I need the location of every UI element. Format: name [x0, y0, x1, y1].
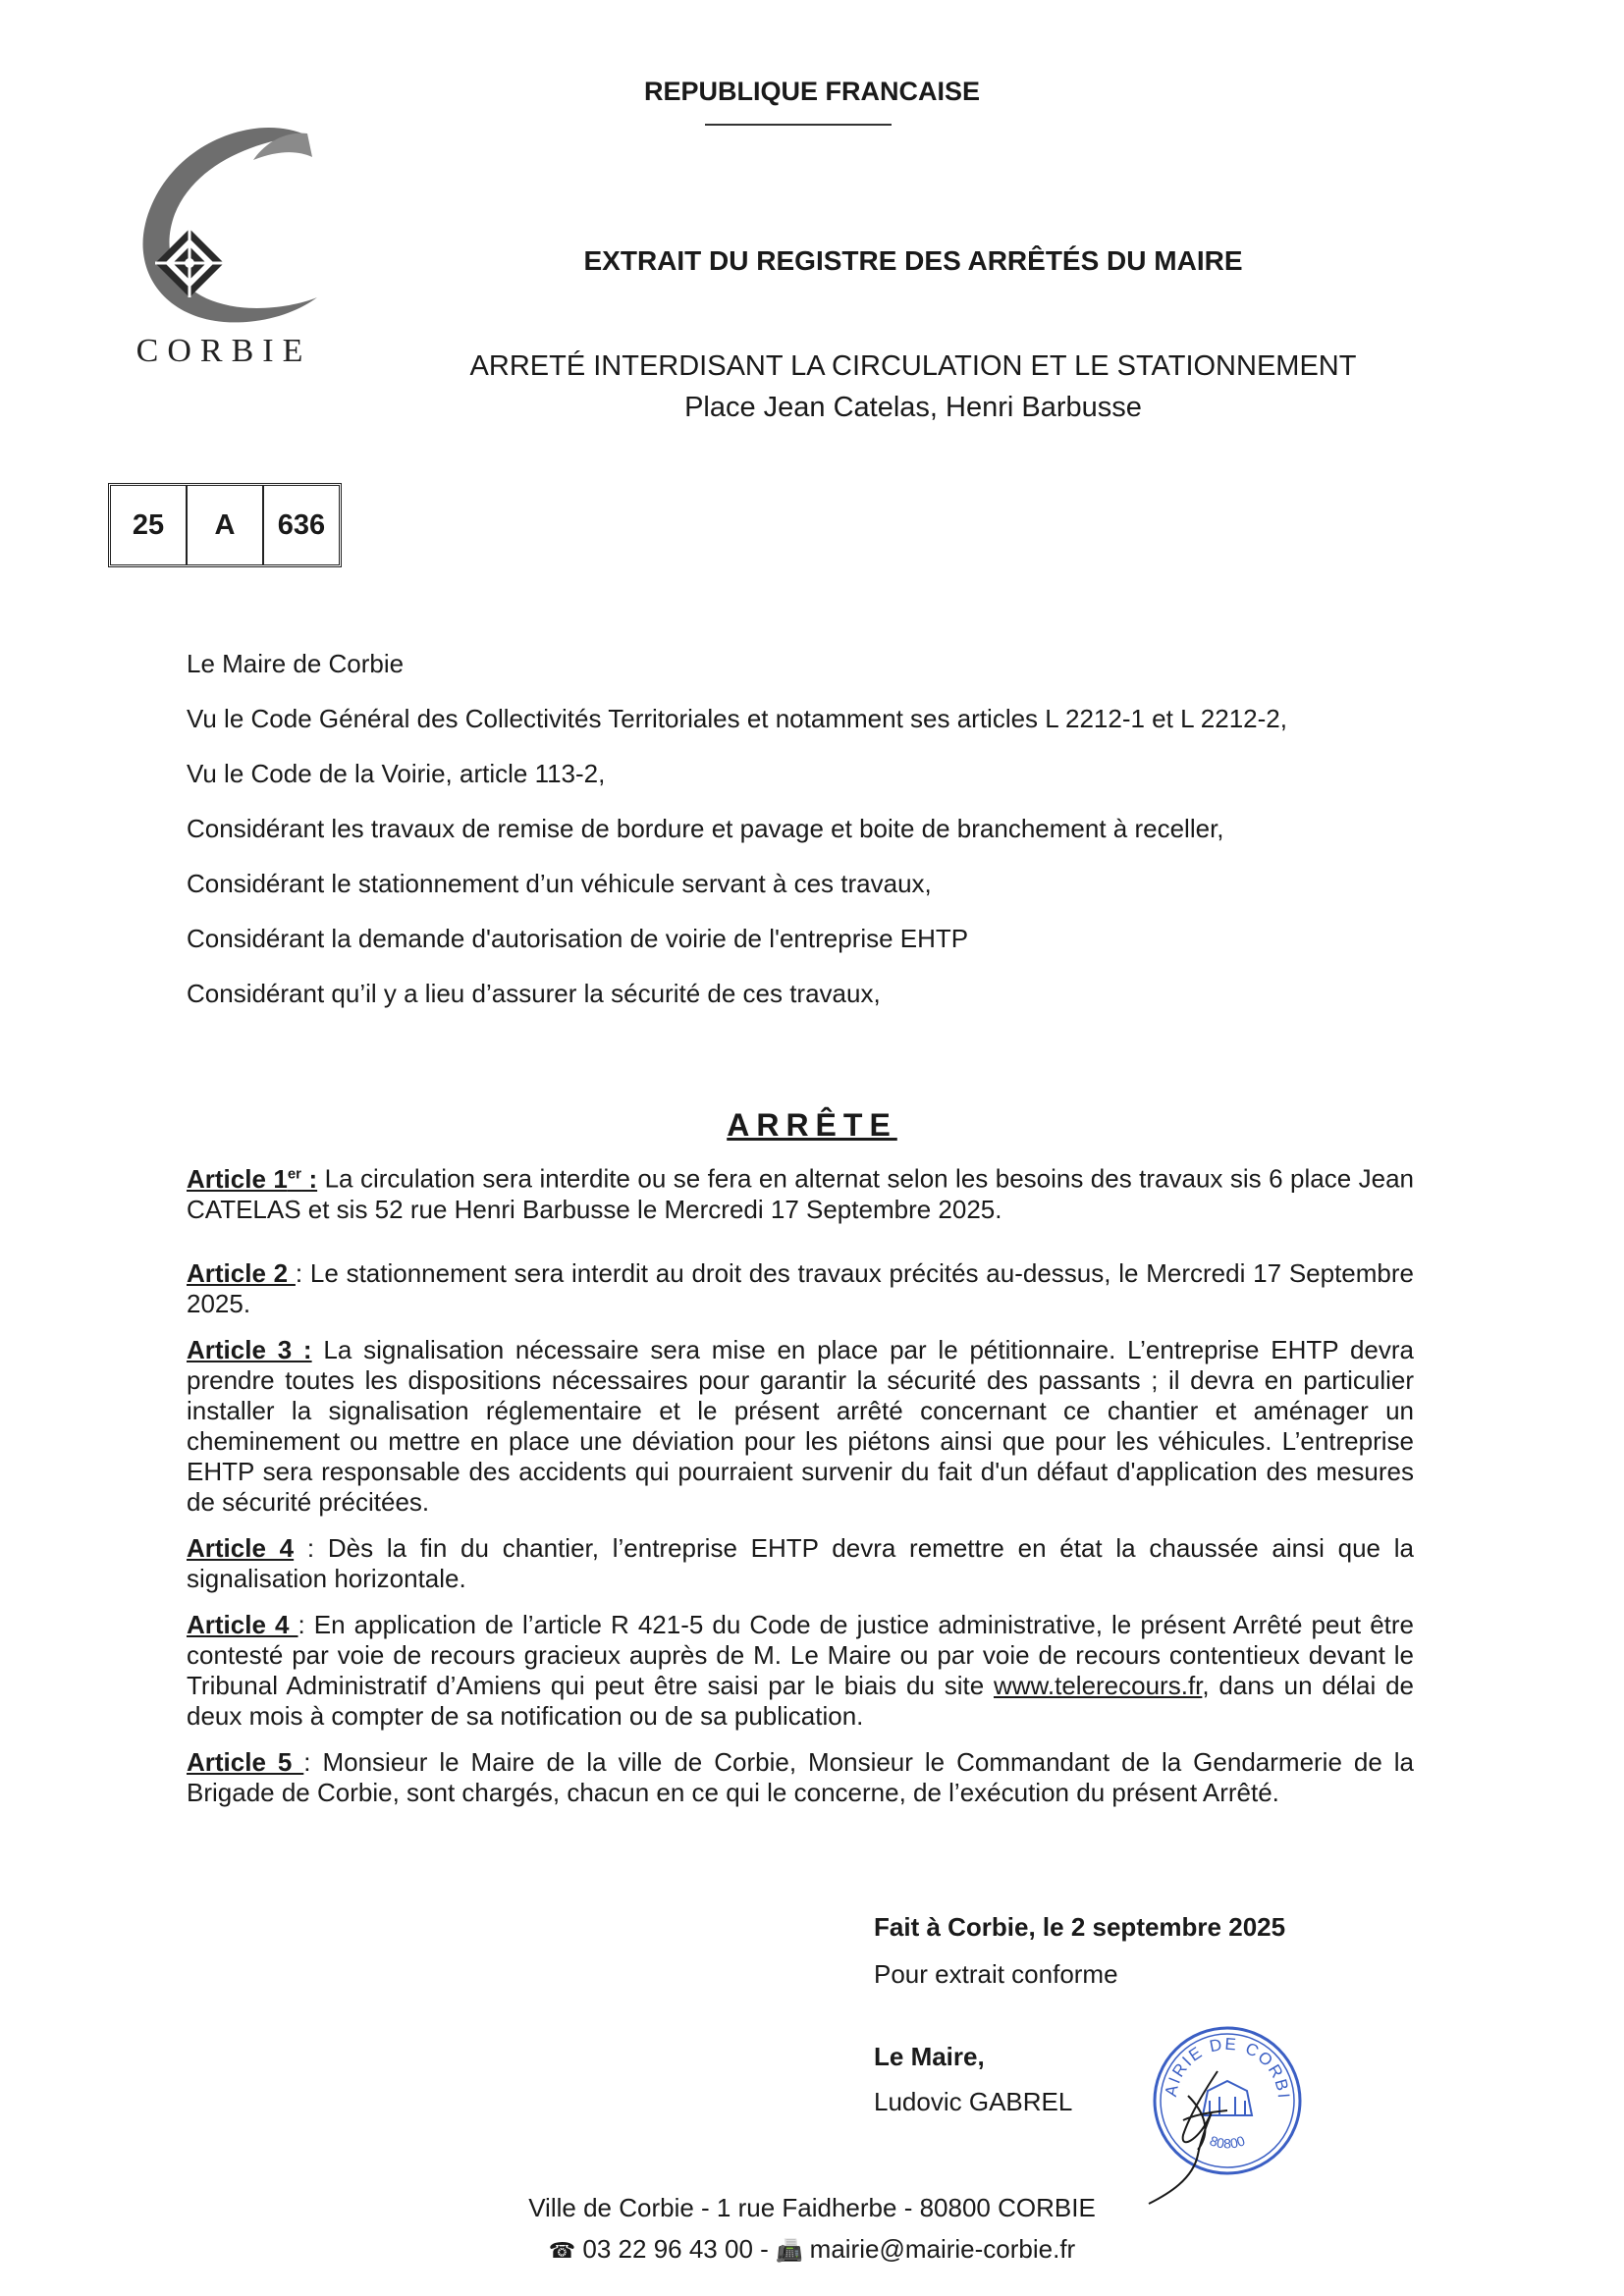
signature-title: Le Maire, — [874, 2042, 985, 2071]
reference-type: A — [186, 486, 262, 564]
preamble-line: Vu le Code Général des Collectivités Territoriales et notamment ses articles L 2212-1 et L 2212-2, — [187, 704, 1287, 733]
article-1-label: Article 1er : — [187, 1163, 318, 1194]
arrete-title-line-1: ARRETÉ INTERDISANT LA CIRCULATION ET LE STATIONNEMENT — [469, 350, 1357, 382]
reference-number: 636 — [262, 486, 339, 564]
telephone-icon: ☎ — [548, 2238, 576, 2263]
preamble-line: Vu le Code de la Voirie, article 113-2, — [187, 759, 606, 788]
corbie-logo-icon — [106, 116, 342, 371]
article-5-label: Article 5 — [187, 1746, 304, 1777]
article-5-text: : Monsieur le Maire de la ville de Corbie, Monsieur le Commandant de la Gendarmerie de la Brigade de Corbie, sont chargés, chacun en ce qui le concerne, de l’exécution du présent Arrêté. — [187, 1746, 1414, 1807]
article-2 — [187, 1258, 1414, 1319]
stamp-text-bottom: 80800 — [1208, 2132, 1247, 2152]
register-title: EXTRAIT DU REGISTRE DES ARRÊTÉS DU MAIRE — [583, 245, 1243, 276]
articles — [187, 1158, 1414, 1824]
footer-address: Ville de Corbie - 1 rue Faidherbe - 80800 CORBIE — [528, 2193, 1096, 2222]
arrete-title — [412, 346, 1414, 428]
republique-header: REPUBLIQUE FRANCAISE — [643, 77, 981, 106]
preamble-line: Considérant la demande d'autorisation de voirie de l'entreprise EHTP — [187, 924, 969, 953]
signature-conforme: Pour extrait conforme — [874, 1959, 1118, 1989]
preamble-line: Considérant les travaux de remise de bordure et pavage et boite de branchement à receller, — [187, 814, 1224, 843]
reference-number-box — [108, 483, 342, 567]
arrete-heading: ARRÊTE — [727, 1107, 897, 1143]
fax-icon: 📠 — [776, 2238, 803, 2263]
article-4 — [187, 1533, 1414, 1594]
article-5 — [187, 1747, 1414, 1808]
article-3 — [187, 1335, 1414, 1518]
preamble-line: Considérant qu’il y a lieu d’assurer la sécurité de ces travaux, — [187, 979, 881, 1008]
article-1 — [187, 1158, 1414, 1225]
preamble-line: Le Maire de Corbie — [187, 649, 405, 678]
stamp-text-top: AIRIE DE CORBI — [1161, 2034, 1294, 2101]
article-4-recours-label: Article 4 — [187, 1609, 298, 1639]
article-1-text: La circulation sera interdite ou se fera en alternat selon les besoins des travaux sis 6 place Jean CATELAS et sis 52 rue Henri Barbusse le Mercredi 17 Septembre 2025. — [187, 1163, 1414, 1224]
preamble — [187, 648, 1443, 1033]
footer — [0, 2187, 1624, 2271]
corbie-logo — [106, 116, 342, 371]
preamble-line: Considérant le stationnement d’un véhicule servant à ces travaux, — [187, 869, 932, 898]
signature-name: Ludovic GABREL — [874, 2087, 1073, 2116]
reference-year: 25 — [132, 508, 165, 541]
article-2-label: Article 2 — [187, 1257, 296, 1288]
article-4-recours: Article 4 : En application de l’article R 421-5 du Code de justice administrative, le présent Arrêté peut être contesté par voie de recours gracieux auprès de M. Le Maire ou par voie de recours contentieux devant le Tribunal Administratif d’Amiens qui peut être saisi par le biais du site www.telerecours.fr, dans un délai de deux mois à compter de sa notification ou de sa publication. — [187, 1609, 1415, 1731]
arrete-title-line-2: Place Jean Catelas, Henri Barbusse — [684, 392, 1142, 423]
article-4-text: : Dès la fin du chantier, l’entreprise EHTP devra remettre en état la chaussée ainsi que la signalisation horizontale. — [187, 1532, 1414, 1593]
signature-place-date: Fait à Corbie, le 2 septembre 2025 — [874, 1912, 1286, 1942]
article-2-text: : Le stationnement sera interdit au droit des travaux précités au-dessus, le Mercredi 17 Septembre 2025. — [187, 1257, 1414, 1318]
footer-phone: 03 22 96 43 00 - — [582, 2234, 777, 2264]
header-divider — [705, 124, 892, 126]
telerecours-link[interactable]: www.telerecours.fr — [993, 1670, 1203, 1700]
footer-email[interactable]: mairie@mairie-corbie.fr — [809, 2234, 1076, 2264]
logo-text: CORBIE — [135, 333, 312, 369]
article-4-label: Article 4 — [187, 1532, 295, 1563]
article-3-label: Article 3 : — [187, 1334, 312, 1364]
footer-contact — [0, 2228, 1624, 2271]
article-3-text: La signalisation nécessaire sera mise en place par le pétitionnaire. L’entreprise EHTP devra prendre toutes les dispositions nécessaires pour garantir la sécurité des passants ; il devra en particulier installer la signalisation réglementaire et le présent arrêté concernant ce chantier et aménager un cheminement ou mettre en place une déviation pour les piétons ainsi que pour les véhicules. L’entreprise EHTP sera responsable des accidents qui pourraient survenir du fait d'un défaut d'application des mesures de sécurité précitées. — [187, 1334, 1414, 1517]
